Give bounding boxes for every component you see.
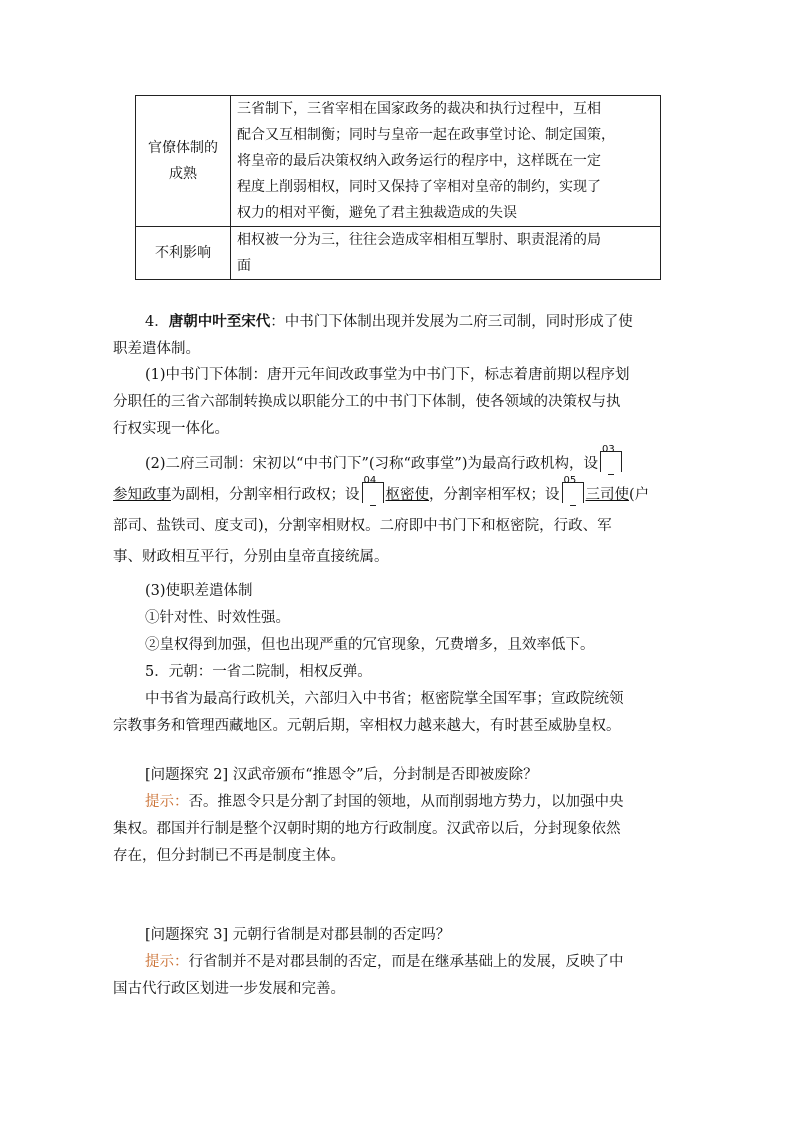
answer-text: 枢密使 bbox=[385, 487, 429, 503]
table-line: 三省制下，三省宰相在国家政务的裁决和执行过程中，互相 bbox=[237, 101, 601, 117]
answer-text: 否。推恩令只是分割了封国的领地，从而削弱地方势力，以加强中央 bbox=[188, 794, 624, 810]
table-row-header bbox=[136, 96, 231, 227]
line-text: ，分割宰相军权；设 bbox=[429, 487, 560, 503]
paragraph-line bbox=[113, 444, 683, 480]
paragraph-line: (3)使职差遣体制 bbox=[145, 583, 253, 599]
paragraph-line bbox=[113, 475, 683, 511]
section-4-line-2: 职差遣体制。 bbox=[113, 341, 200, 357]
section-5 bbox=[113, 659, 683, 740]
blank-box-03 bbox=[600, 444, 622, 472]
table-line: 权力的相对平衡，避免了君主独裁造成的失误 bbox=[237, 205, 517, 221]
line-text: (户 bbox=[629, 487, 650, 503]
table-row-content bbox=[231, 227, 661, 280]
line-text: (2)二府三司制：宋初以“中书门下”(习称“政事堂”)为最高行政机构，设 bbox=[145, 456, 599, 472]
paragraph-line: 宗教事务和管理西藏地区。元朝后期，宰相权力越来越大，有时甚至威胁皇权。 bbox=[113, 718, 621, 734]
question-text: [问题探究 2] 汉武帝颁布“推恩令”后，分封制是否即被废除？ bbox=[145, 767, 538, 783]
answer-text: 参知政事 bbox=[113, 487, 171, 503]
table-row bbox=[136, 96, 661, 227]
table-line: 相权被一分为三，往往会造成宰相相互掣肘、职责混淆的局 bbox=[237, 232, 601, 248]
table-row-content bbox=[231, 96, 661, 227]
paragraph-line: 分职任的三省六部制转换成以职能分工的中书门下体制，使各领域的决策权与执 bbox=[113, 394, 621, 410]
table-line: 程度上削弱相权，同时又保持了宰相对皇帝的制约，实现了 bbox=[237, 179, 601, 195]
section-4-heading bbox=[113, 308, 683, 363]
question-3 bbox=[113, 922, 683, 1003]
section-4-2 bbox=[113, 444, 683, 573]
section-4-3 bbox=[113, 578, 683, 659]
section-4-line-1 bbox=[113, 308, 683, 336]
paragraph-line: 行权实现一体化。 bbox=[113, 421, 229, 437]
row-header-text: 不利影响 bbox=[155, 245, 211, 261]
line-text: 为副相，分割宰相行政权；设 bbox=[171, 487, 360, 503]
hint-label: 提示： bbox=[145, 954, 189, 970]
answer-line bbox=[113, 949, 683, 976]
table-row bbox=[136, 227, 661, 280]
paragraph-line: 中书省为最高行政机关，六部归入中书省；枢密院掌全国军事；宣政院统领 bbox=[145, 691, 624, 707]
section-text: ：中书门下体制出现并发展为二府三司制，同时形成了使 bbox=[270, 314, 633, 330]
answer-text: 行省制并不是对郡县制的否定，而是在继承基础上的发展，反映了中 bbox=[188, 954, 624, 970]
answer-line bbox=[113, 789, 683, 816]
paragraph-line: 部司、盐铁司、度支司)，分割宰相财权。二府即中书门下和枢密院，行政、军 bbox=[113, 518, 612, 534]
question-2 bbox=[113, 762, 683, 870]
blank-number: 03 bbox=[602, 444, 615, 455]
blank-number: 05 bbox=[563, 475, 577, 486]
table-line: 配合又互相制衡；同时与皇帝一起在政事堂讨论、制定国策， bbox=[237, 127, 615, 143]
blank-number: 04 bbox=[363, 475, 377, 486]
answer-line: 国古代行政区划进一步发展和完善。 bbox=[113, 981, 345, 997]
paragraph-line: 5．元朝：一省二院制，相权反弹。 bbox=[145, 664, 372, 680]
section-number: 4． bbox=[145, 314, 169, 330]
row-header-text: 官僚体制的成熟 bbox=[148, 140, 218, 182]
paragraph-line: (1)中书门下体制：唐开元年间改政事堂为中书门下，标志着唐前期以程序划 bbox=[145, 367, 630, 383]
section-title: 唐朝中叶至宋代 bbox=[168, 313, 271, 330]
question-text: [问题探究 3] 元朝行省制是对郡县制的否定吗？ bbox=[145, 927, 451, 943]
paragraph-line: 事、财政相互平行，分别由皇帝直接统属。 bbox=[113, 549, 389, 565]
answer-line: 集权。郡国并行制是整个汉朝时期的地方行政制度。汉武帝以后，分封现象依然 bbox=[113, 821, 621, 837]
table-line: 将皇帝的最后决策权纳入政务运行的程序中，这样既在一定 bbox=[237, 153, 601, 169]
table-line: 面 bbox=[237, 258, 251, 274]
blank-box-04 bbox=[362, 475, 384, 503]
blank-box-05 bbox=[562, 475, 584, 503]
list-item: ②皇权得到加强，但也出现严重的冗官现象，冗费增多，且效率低下。 bbox=[145, 637, 595, 653]
answer-line: 存在，但分封制已不再是制度主体。 bbox=[113, 848, 345, 864]
answer-text: 三司使 bbox=[585, 487, 629, 503]
table-row-header bbox=[136, 227, 231, 280]
list-item: ①针对性、时效性强。 bbox=[145, 610, 290, 626]
section-4-1 bbox=[113, 362, 683, 443]
comparison-table bbox=[135, 95, 661, 280]
hint-label: 提示： bbox=[145, 794, 189, 810]
